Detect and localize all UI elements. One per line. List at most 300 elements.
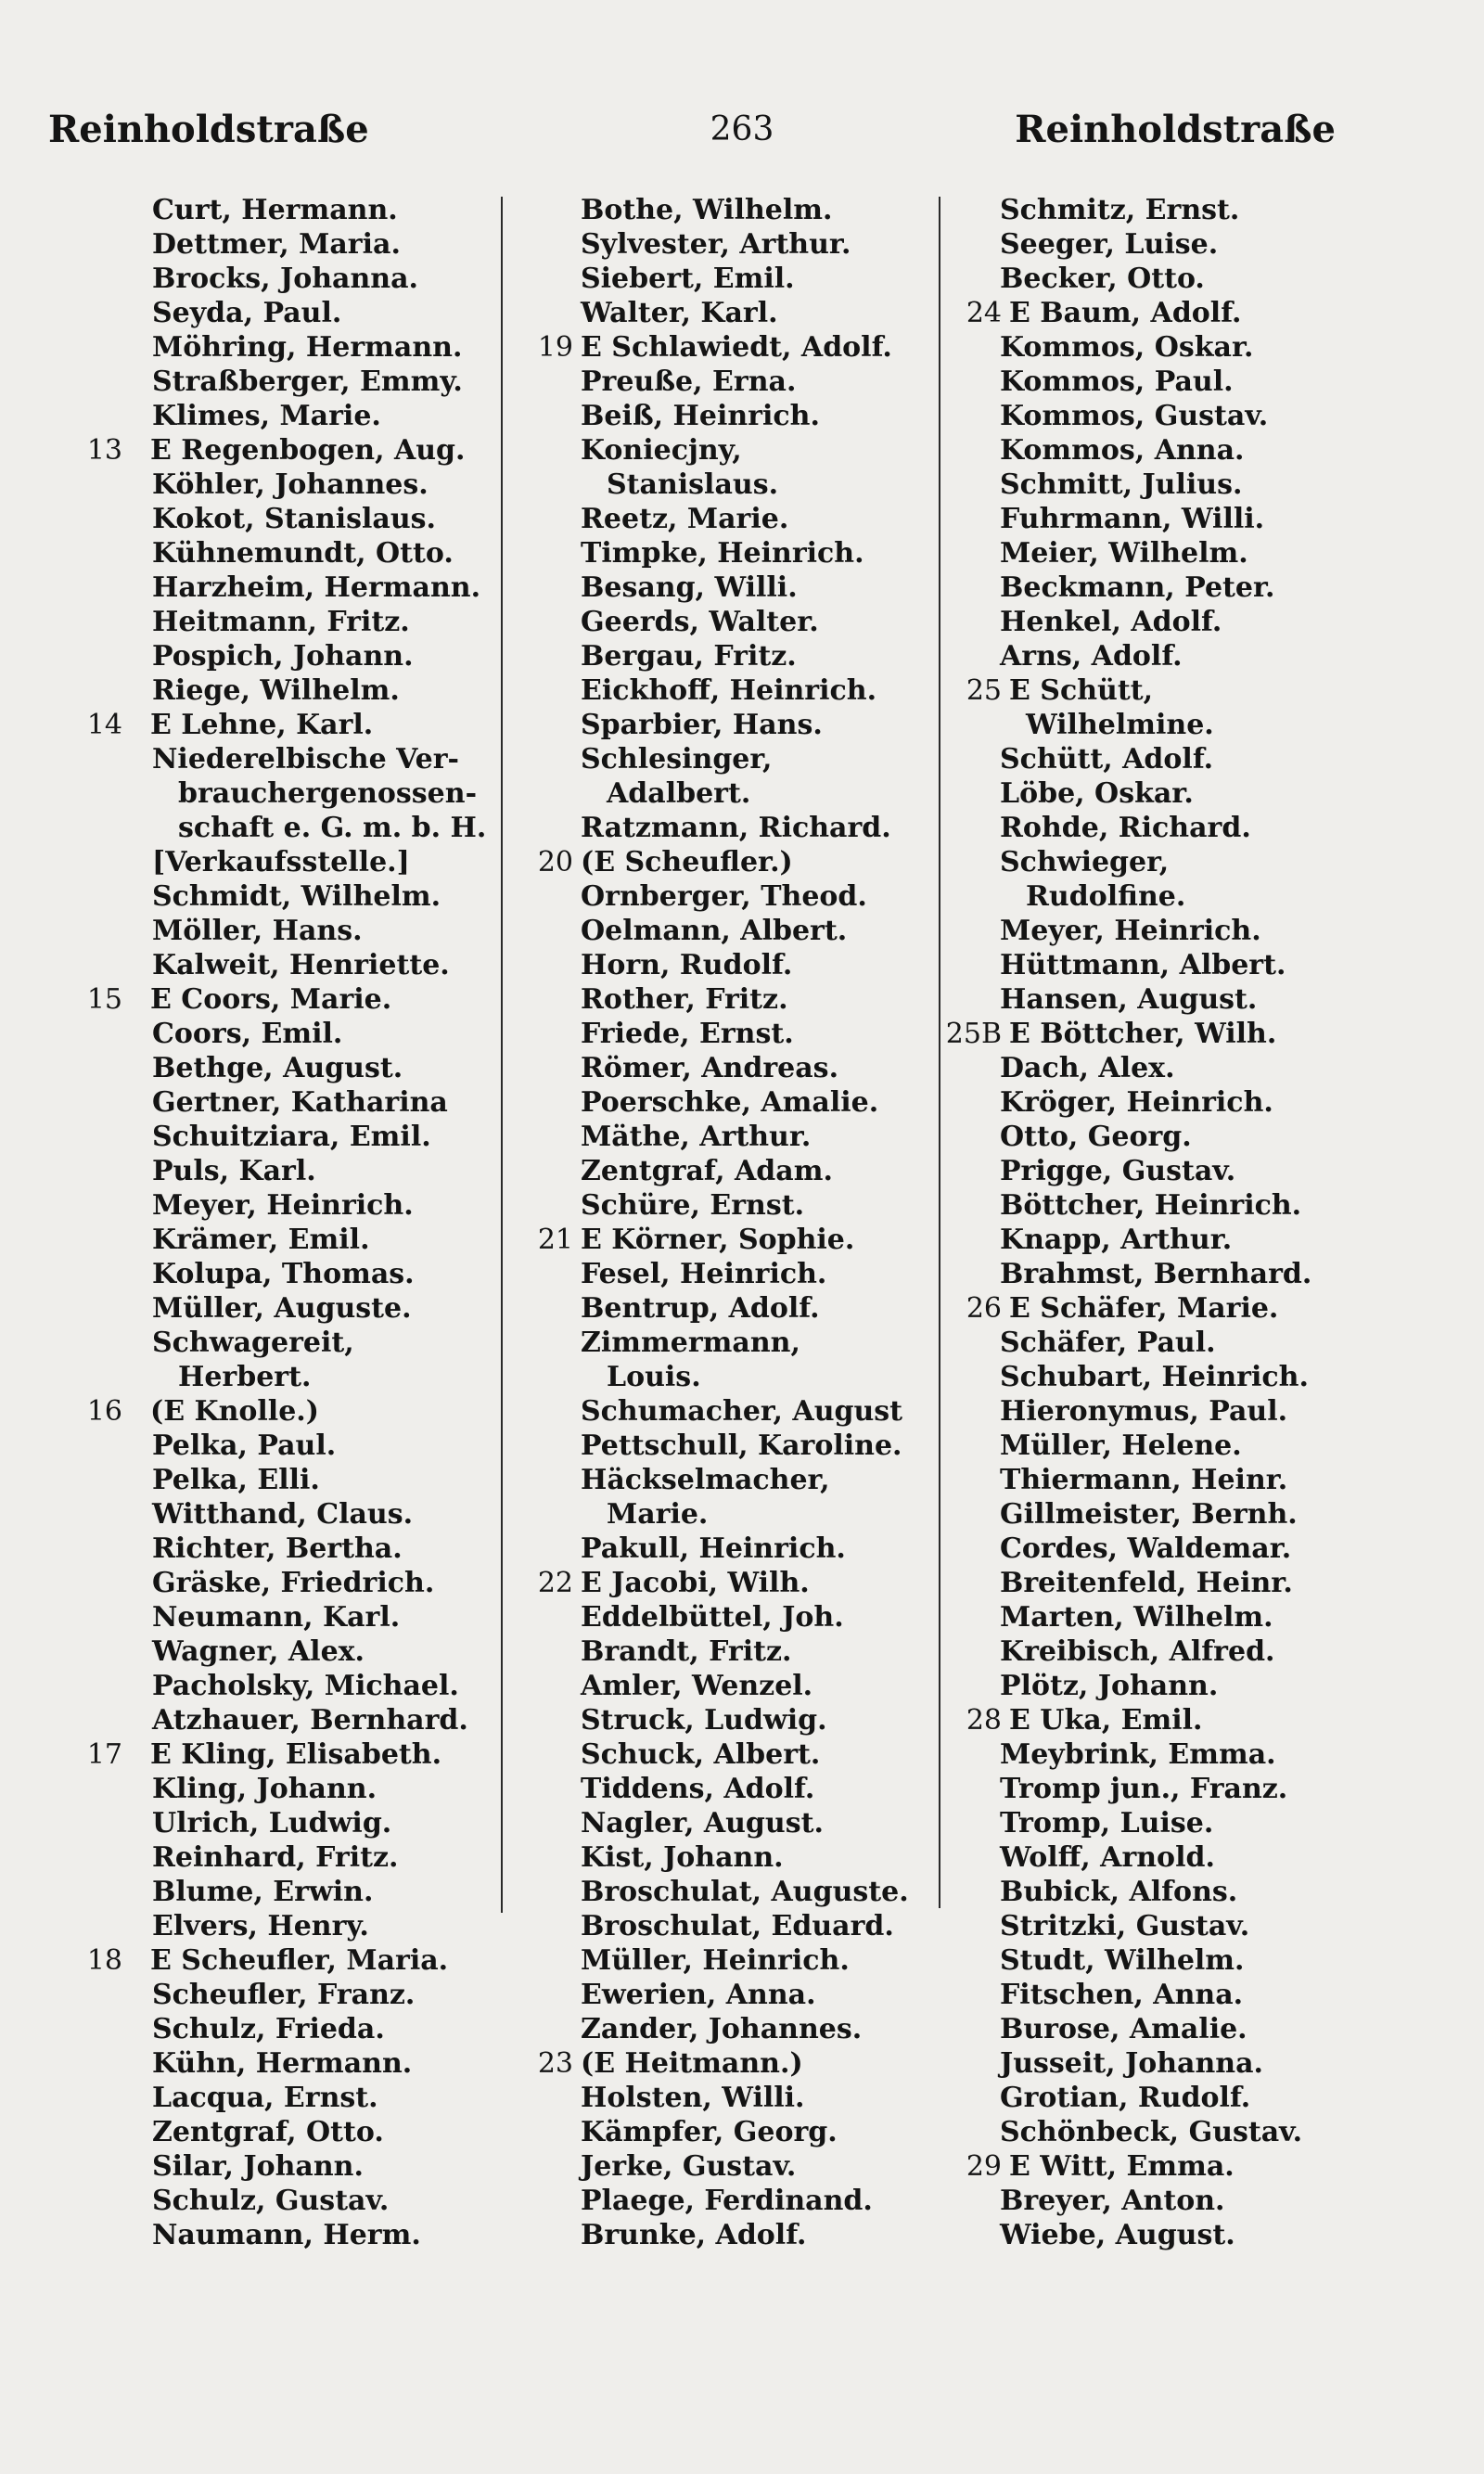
- directory-entry: [508, 982, 949, 1017]
- resident-name: Breyer, Anton.: [1000, 2185, 1225, 2217]
- house-number: 29: [966, 2150, 1002, 2183]
- directory-entry: [508, 1257, 949, 1291]
- directory-entry: [58, 2149, 503, 2184]
- directory-entry: [508, 1840, 949, 1875]
- directory-entry: [937, 1154, 1373, 1188]
- directory-entry: [508, 639, 949, 673]
- directory-entry: [58, 1703, 503, 1737]
- directory-entry: [937, 1394, 1373, 1429]
- resident-name: E Scheufler, Maria.: [150, 1944, 449, 1977]
- directory-entry: [58, 2184, 503, 2218]
- directory-entry: [58, 1326, 503, 1360]
- directory-entry: [937, 1497, 1373, 1532]
- resident-name: Brunke, Adolf.: [581, 2219, 807, 2251]
- directory-entry: [937, 1532, 1373, 1566]
- house-number: 14: [86, 709, 122, 741]
- directory-entry: [937, 1360, 1373, 1394]
- resident-name: Schmitz, Ernst.: [1000, 194, 1240, 226]
- directory-entry: [508, 1634, 949, 1669]
- directory-entry: [508, 1978, 949, 2012]
- resident-name: Stanislaus.: [607, 468, 779, 501]
- directory-entry: [58, 1943, 503, 1978]
- directory-column-2: [508, 193, 949, 2252]
- resident-name: (E Knolle.): [150, 1395, 319, 1428]
- resident-name: Wolff, Arnold.: [1000, 1841, 1215, 1874]
- directory-entry: [58, 2046, 503, 2081]
- resident-name: Coors, Emil.: [152, 1018, 343, 1050]
- directory-entry: [508, 1051, 949, 1085]
- resident-name: Schumacher, August: [581, 1395, 903, 1428]
- resident-name: Fesel, Heinrich.: [581, 1258, 827, 1290]
- directory-entry: [58, 948, 503, 982]
- directory-entry: [58, 811, 503, 845]
- resident-name: Niederelbische Ver-: [152, 743, 459, 776]
- directory-entry: [937, 1291, 1373, 1326]
- resident-name: Kommos, Oskar.: [1000, 331, 1254, 364]
- directory-entry: [937, 605, 1373, 639]
- directory-entry: [937, 1703, 1373, 1737]
- resident-name: Schulz, Gustav.: [152, 2185, 390, 2217]
- resident-name: Friede, Ernst.: [581, 1018, 794, 1050]
- resident-name: Gillmeister, Bernh.: [1000, 1498, 1298, 1531]
- resident-name: Eddelbüttel, Joh.: [581, 1601, 844, 1634]
- directory-entry: [508, 605, 949, 639]
- resident-name: Beiß, Heinrich.: [581, 400, 820, 432]
- resident-name: Broschulat, Auguste.: [581, 1876, 909, 1908]
- resident-name: Zentgraf, Adam.: [581, 1155, 833, 1187]
- resident-name: Müller, Auguste.: [152, 1292, 412, 1325]
- directory-entry: [508, 914, 949, 948]
- running-head-left: Reinholdstraße: [48, 108, 369, 151]
- resident-name: Preuße, Erna.: [581, 365, 797, 398]
- resident-name: Herbert.: [178, 1361, 312, 1393]
- resident-name: Schütt, Adolf.: [1000, 743, 1214, 776]
- directory-entry: [58, 708, 503, 742]
- directory-entry: [937, 262, 1373, 296]
- directory-entry: [937, 365, 1373, 399]
- resident-name: Timpke, Heinrich.: [581, 537, 864, 570]
- directory-entry: [937, 1257, 1373, 1291]
- resident-name: Kolupa, Thomas.: [152, 1258, 415, 1290]
- resident-name: Müller, Heinrich.: [581, 1944, 850, 1977]
- resident-name: Siebert, Emil.: [581, 263, 795, 295]
- resident-name: Kist, Johann.: [581, 1841, 784, 1874]
- resident-name: Elvers, Henry.: [152, 1910, 369, 1942]
- directory-entry: [58, 330, 503, 365]
- resident-name: Cordes, Waldemar.: [1000, 1532, 1292, 1565]
- directory-entry: [937, 879, 1373, 914]
- directory-entry: [937, 502, 1373, 536]
- resident-name: Gertner, Katharina: [152, 1086, 448, 1119]
- house-number: 21: [537, 1224, 573, 1256]
- resident-name: Mäthe, Arthur.: [581, 1121, 812, 1153]
- resident-name: Holsten, Willi.: [581, 2082, 805, 2114]
- resident-name: Witthand, Claus.: [152, 1498, 414, 1531]
- directory-entry: [508, 296, 949, 330]
- resident-name: E Baum, Adolf.: [1009, 297, 1242, 329]
- directory-entry: [508, 673, 949, 708]
- directory-entry: [58, 1497, 503, 1532]
- resident-name: brauchergenossen-: [178, 777, 478, 810]
- resident-name: Sylvester, Arthur.: [581, 228, 851, 261]
- resident-name: Wagner, Alex.: [152, 1635, 365, 1668]
- directory-entry: [58, 570, 503, 605]
- directory-entry: [937, 708, 1373, 742]
- resident-name: Klimes, Marie.: [152, 400, 381, 432]
- resident-name: Kommos, Anna.: [1000, 434, 1245, 467]
- resident-name: Lacqua, Ernst.: [152, 2082, 378, 2114]
- resident-name: Schubart, Heinrich.: [1000, 1361, 1309, 1393]
- directory-entry: [937, 1806, 1373, 1840]
- directory-entry: [937, 1429, 1373, 1463]
- resident-name: Römer, Andreas.: [581, 1052, 839, 1084]
- directory-entry: [508, 1291, 949, 1326]
- resident-name: Kalweit, Henriette.: [152, 949, 450, 981]
- directory-entry: [937, 2012, 1373, 2046]
- resident-name: Ratzmann, Richard.: [581, 812, 891, 844]
- directory-entry: [937, 2115, 1373, 2149]
- directory-entry: [58, 365, 503, 399]
- directory-entry: [58, 296, 503, 330]
- directory-entry: [508, 2184, 949, 2218]
- directory-entry: [508, 845, 949, 879]
- directory-entry: [58, 982, 503, 1017]
- resident-name: E Schäfer, Marie.: [1009, 1292, 1279, 1325]
- directory-entry: [58, 1634, 503, 1669]
- resident-name: Adalbert.: [607, 777, 751, 810]
- resident-name: E Schlawiedt, Adolf.: [581, 331, 892, 364]
- resident-name: Schäfer, Paul.: [1000, 1327, 1216, 1359]
- directory-entry: [58, 1360, 503, 1394]
- directory-entry: [937, 1909, 1373, 1943]
- directory-entry: [937, 1017, 1373, 1051]
- directory-entry: [508, 1600, 949, 1634]
- directory-entry: [508, 1154, 949, 1188]
- house-number: 28: [966, 1704, 1002, 1737]
- directory-entry: [937, 1188, 1373, 1223]
- resident-name: Schwieger,: [1000, 846, 1170, 878]
- resident-name: Grotian, Rudolf.: [1000, 2082, 1251, 2114]
- directory-entry: [937, 1120, 1373, 1154]
- directory-entry: [508, 1429, 949, 1463]
- resident-name: Möller, Hans.: [152, 915, 363, 947]
- house-number: 25: [966, 674, 1002, 707]
- resident-name: Bethge, August.: [152, 1052, 403, 1084]
- resident-name: Zander, Johannes.: [581, 2013, 863, 2045]
- resident-name: Arns, Adolf.: [1000, 640, 1183, 673]
- resident-name: Pelka, Paul.: [152, 1429, 337, 1462]
- resident-name: Tromp jun., Franz.: [1000, 1773, 1288, 1805]
- directory-entry: [508, 1875, 949, 1909]
- directory-entry: [937, 1223, 1373, 1257]
- resident-name: Dettmer, Maria.: [152, 228, 401, 261]
- resident-name: Eickhoff, Heinrich.: [581, 674, 877, 707]
- resident-name: Beckmann, Peter.: [1000, 571, 1275, 604]
- resident-name: Krämer, Emil.: [152, 1224, 370, 1256]
- resident-name: Schmidt, Wilhelm.: [152, 880, 441, 913]
- directory-entry: [508, 708, 949, 742]
- resident-name: Kämpfer, Georg.: [581, 2116, 838, 2148]
- resident-name: Pettschull, Karoline.: [581, 1429, 902, 1462]
- resident-name: Naumann, Herm.: [152, 2219, 421, 2251]
- resident-name: Curt, Hermann.: [152, 194, 398, 226]
- resident-name: Fitschen, Anna.: [1000, 1979, 1244, 2011]
- directory-entry: [508, 776, 949, 811]
- directory-entry: [58, 673, 503, 708]
- resident-name: Harzheim, Hermann.: [152, 571, 481, 604]
- resident-name: Rudolfine.: [1026, 880, 1186, 913]
- directory-entry: [508, 1669, 949, 1703]
- directory-entry: [58, 1600, 503, 1634]
- directory-entry: [937, 433, 1373, 468]
- directory-entry: [937, 2184, 1373, 2218]
- directory-entry: [508, 399, 949, 433]
- directory-entry: [508, 2218, 949, 2252]
- resident-name: Besang, Willi.: [581, 571, 798, 604]
- resident-name: Hüttmann, Albert.: [1000, 949, 1286, 981]
- resident-name: Broschulat, Eduard.: [581, 1910, 894, 1942]
- house-number: 24: [966, 297, 1002, 329]
- directory-entry: [937, 673, 1373, 708]
- resident-name: Gräske, Friedrich.: [152, 1567, 435, 1599]
- house-number: 20: [537, 846, 573, 878]
- directory-entry: [937, 2046, 1373, 2081]
- directory-entry: [58, 605, 503, 639]
- directory-entry: [937, 845, 1373, 879]
- resident-name: Dach, Alex.: [1000, 1052, 1175, 1084]
- directory-entry: [508, 433, 949, 468]
- directory-entry: [508, 468, 949, 502]
- directory-entry: [508, 570, 949, 605]
- directory-entry: [58, 1532, 503, 1566]
- resident-name: [Verkaufsstelle.]: [152, 846, 410, 878]
- resident-name: Kröger, Heinrich.: [1000, 1086, 1273, 1119]
- directory-entry: [937, 1051, 1373, 1085]
- resident-name: Schönbeck, Gustav.: [1000, 2116, 1303, 2148]
- directory-entry: [937, 1326, 1373, 1360]
- directory-entry: [937, 1600, 1373, 1634]
- resident-name: E Kling, Elisabeth.: [150, 1738, 442, 1771]
- directory-entry: [937, 1875, 1373, 1909]
- resident-name: Bothe, Wilhelm.: [581, 194, 833, 226]
- resident-name: Reinhard, Fritz.: [152, 1841, 399, 1874]
- directory-entry: [937, 468, 1373, 502]
- resident-name: Neumann, Karl.: [152, 1601, 401, 1634]
- directory-entry: [58, 845, 503, 879]
- directory-entry: [937, 1634, 1373, 1669]
- resident-name: Müller, Helene.: [1000, 1429, 1242, 1462]
- directory-entry: [937, 1085, 1373, 1120]
- resident-name: Riege, Wilhelm.: [152, 674, 400, 707]
- directory-entry: [508, 227, 949, 262]
- resident-name: Brocks, Johanna.: [152, 263, 418, 295]
- directory-entry: [58, 1051, 503, 1085]
- directory-entry: [508, 193, 949, 227]
- directory-entry: [937, 639, 1373, 673]
- directory-entry: [58, 1978, 503, 2012]
- directory-entry: [937, 227, 1373, 262]
- directory-entry: [937, 1772, 1373, 1806]
- resident-name: Kling, Johann.: [152, 1773, 377, 1805]
- directory-entry: [58, 2115, 503, 2149]
- resident-name: Meybrink, Emma.: [1000, 1738, 1276, 1771]
- resident-name: Schuck, Albert.: [581, 1738, 821, 1771]
- resident-name: Hansen, August.: [1000, 983, 1258, 1016]
- resident-name: Schüre, Ernst.: [581, 1189, 805, 1222]
- resident-name: Geerds, Walter.: [581, 606, 819, 638]
- resident-name: Zentgraf, Otto.: [152, 2116, 384, 2148]
- resident-name: Hieronymus, Paul.: [1000, 1395, 1288, 1428]
- directory-entry: [58, 468, 503, 502]
- resident-name: Otto, Georg.: [1000, 1121, 1192, 1153]
- directory-entry: [58, 193, 503, 227]
- resident-name: Silar, Johann.: [152, 2150, 364, 2183]
- directory-entry: [58, 1463, 503, 1497]
- directory-entry: [937, 399, 1373, 433]
- house-number: 19: [537, 331, 573, 364]
- resident-name: Schwagereit,: [152, 1327, 354, 1359]
- resident-name: Poerschke, Amalie.: [581, 1086, 879, 1119]
- resident-name: Prigge, Gustav.: [1000, 1155, 1236, 1187]
- resident-name: Thiermann, Heinr.: [1000, 1464, 1288, 1496]
- directory-entry: [937, 536, 1373, 570]
- resident-name: E Regenbogen, Aug.: [150, 434, 466, 467]
- directory-entry: [58, 1669, 503, 1703]
- resident-name: Meier, Wilhelm.: [1000, 537, 1248, 570]
- directory-entry: [58, 1257, 503, 1291]
- directory-entry: [937, 1669, 1373, 1703]
- resident-name: Pelka, Elli.: [152, 1464, 320, 1496]
- directory-entry: [937, 1943, 1373, 1978]
- directory-column-1: [58, 193, 503, 2252]
- directory-entry: [508, 502, 949, 536]
- directory-entry: [58, 1840, 503, 1875]
- resident-name: Reetz, Marie.: [581, 503, 789, 535]
- directory-entry: [937, 948, 1373, 982]
- resident-name: Bubick, Alfons.: [1000, 1876, 1238, 1908]
- directory-entry: [508, 811, 949, 845]
- resident-name: Marie.: [607, 1498, 709, 1531]
- resident-name: Horn, Rudolf.: [581, 949, 793, 981]
- resident-name: schaft e. G. m. b. H.: [178, 812, 487, 844]
- directory-entry: [508, 2046, 949, 2081]
- resident-name: Nagler, August.: [581, 1807, 824, 1839]
- resident-name: Kreibisch, Alfred.: [1000, 1635, 1275, 1668]
- resident-name: Rother, Fritz.: [581, 983, 788, 1016]
- resident-name: Breitenfeld, Heinr.: [1000, 1567, 1293, 1599]
- resident-name: Sparbier, Hans.: [581, 709, 823, 741]
- resident-name: Burose, Amalie.: [1000, 2013, 1247, 2045]
- directory-entry: [508, 1463, 949, 1497]
- resident-name: Kommos, Paul.: [1000, 365, 1234, 398]
- resident-name: Heitmann, Fritz.: [152, 606, 410, 638]
- directory-entry: [58, 502, 503, 536]
- directory-entry: [937, 1840, 1373, 1875]
- directory-entry: [508, 1532, 949, 1566]
- directory-entry: [58, 1566, 503, 1600]
- directory-column-3: [937, 193, 1373, 2252]
- resident-name: Scheufler, Franz.: [152, 1979, 416, 2011]
- resident-name: (E Scheufler.): [581, 846, 793, 878]
- directory-entry: [508, 1120, 949, 1154]
- directory-entry: [937, 742, 1373, 776]
- directory-entry: [937, 914, 1373, 948]
- directory-entry: [937, 1978, 1373, 2012]
- resident-name: Fuhrmann, Willi.: [1000, 503, 1265, 535]
- directory-entry: [58, 1120, 503, 1154]
- resident-name: Brahmst, Bernhard.: [1000, 1258, 1312, 1290]
- resident-name: E Witt, Emma.: [1009, 2150, 1235, 2183]
- resident-name: E Lehne, Karl.: [150, 709, 374, 741]
- resident-name: Bentrup, Adolf.: [581, 1292, 820, 1325]
- directory-entry: [58, 1429, 503, 1463]
- resident-name: Schuitziara, Emil.: [152, 1121, 431, 1153]
- directory-entry: [508, 365, 949, 399]
- house-number: 25B: [945, 1018, 1002, 1050]
- resident-name: Wiebe, August.: [1000, 2219, 1235, 2251]
- directory-entry: [508, 1737, 949, 1772]
- resident-name: Jerke, Gustav.: [581, 2150, 797, 2183]
- directory-entry: [937, 2218, 1373, 2252]
- house-number: 16: [86, 1395, 122, 1428]
- directory-entry: [508, 1326, 949, 1360]
- directory-entry: [508, 1943, 949, 1978]
- directory-entry: [937, 1566, 1373, 1600]
- resident-name: Studt, Wilhelm.: [1000, 1944, 1245, 1977]
- directory-entry: [58, 1188, 503, 1223]
- resident-name: Plaege, Ferdinand.: [581, 2185, 873, 2217]
- directory-entry: [937, 193, 1373, 227]
- resident-name: Tromp, Luise.: [1000, 1807, 1214, 1839]
- directory-entry: [58, 776, 503, 811]
- directory-entry: [58, 2218, 503, 2252]
- resident-name: E Coors, Marie.: [150, 983, 392, 1016]
- directory-entry: [508, 879, 949, 914]
- resident-name: Zimmermann,: [581, 1327, 800, 1359]
- directory-entry: [58, 742, 503, 776]
- resident-name: Löbe, Oskar.: [1000, 777, 1194, 810]
- directory-entry: [508, 1703, 949, 1737]
- resident-name: Tiddens, Adolf.: [581, 1773, 815, 1805]
- directory-entry: [58, 1291, 503, 1326]
- directory-entry: [58, 536, 503, 570]
- directory-entry: [937, 570, 1373, 605]
- directory-entry: [58, 1394, 503, 1429]
- directory-entry: [937, 776, 1373, 811]
- directory-entry: [937, 2081, 1373, 2115]
- house-number: 26: [966, 1292, 1002, 1325]
- directory-entry: [508, 536, 949, 570]
- resident-name: Stritzki, Gustav.: [1000, 1910, 1250, 1942]
- directory-entry: [58, 262, 503, 296]
- directory-entry: [58, 1772, 503, 1806]
- resident-name: Struck, Ludwig.: [581, 1704, 827, 1737]
- directory-entry: [58, 1017, 503, 1051]
- resident-name: Koniecjny,: [581, 434, 742, 467]
- directory-entry: [508, 1085, 949, 1120]
- directory-entry: [937, 811, 1373, 845]
- directory-entry: [508, 330, 949, 365]
- directory-entry: [508, 1360, 949, 1394]
- house-number: 15: [86, 983, 122, 1016]
- resident-name: Pospich, Johann.: [152, 640, 414, 673]
- resident-name: Amler, Wenzel.: [581, 1670, 813, 1702]
- resident-name: Oelmann, Albert.: [581, 915, 848, 947]
- resident-name: Seyda, Paul.: [152, 297, 342, 329]
- resident-name: Böttcher, Heinrich.: [1000, 1189, 1302, 1222]
- directory-entry: [508, 1394, 949, 1429]
- directory-entry: [58, 1154, 503, 1188]
